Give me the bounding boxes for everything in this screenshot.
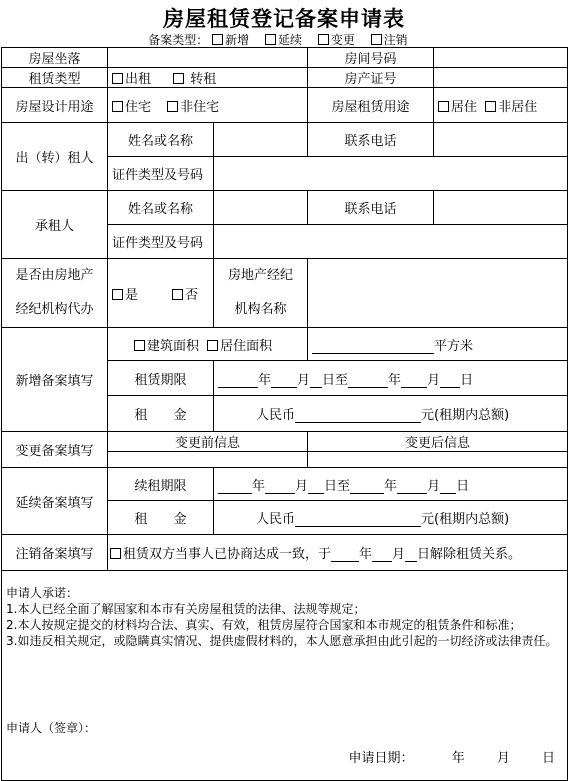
agency-name-field[interactable] — [308, 259, 568, 328]
lessee-phone-label: 联系电话 — [308, 191, 434, 225]
checkbox-residential[interactable] — [112, 101, 123, 112]
checkbox-living-area[interactable] — [207, 340, 218, 351]
record-type-label: 备案类型： — [148, 33, 209, 47]
lease-option-sublet[interactable]: 转租 — [173, 72, 216, 87]
rent-label: 租 金 — [108, 396, 214, 432]
agency-options — [108, 259, 214, 328]
record-type-renew[interactable]: 延续 — [265, 33, 302, 47]
lessor-id-field[interactable] — [214, 157, 568, 191]
area-unit: 平方米 — [434, 338, 474, 354]
checkbox-nonliving[interactable] — [485, 101, 496, 112]
lessor-phone-field[interactable] — [434, 123, 568, 157]
lessor-label: 出（转）租人 — [2, 123, 108, 191]
lessor-id-label: 证件类型及号码 — [108, 157, 214, 191]
agency-name-line1: 房地产经纪 — [228, 268, 294, 283]
checkbox-agency-yes[interactable] — [112, 289, 123, 300]
cert-no-label: 房产证号 — [308, 68, 434, 88]
lease-type-label: 租赁类型 — [2, 68, 108, 88]
checkbox-sublet[interactable] — [173, 73, 184, 84]
checkbox-rent[interactable] — [112, 73, 123, 84]
form-title: 房屋租赁登记备案申请表 — [163, 7, 405, 31]
rent-field[interactable]: 人民币 元(租期内总额) — [214, 396, 568, 432]
change-after-field[interactable] — [308, 452, 568, 468]
lessee-name-field[interactable] — [214, 191, 308, 225]
lease-use-options — [434, 88, 568, 123]
renew-period-field[interactable]: 年 月 日至 年 月 日 — [214, 468, 568, 501]
checkbox-renew[interactable] — [265, 34, 276, 45]
checkbox-building-area[interactable] — [134, 340, 145, 351]
lessee-phone-field[interactable] — [434, 191, 568, 225]
record-type-change[interactable]: 变更 — [318, 33, 355, 47]
commitment-item-2: 2.本人按规定提交的材料均合法、真实、有效，租赁房屋符合国家和本市规定的租赁条件和标准； — [6, 618, 522, 632]
record-type-row — [0, 31, 568, 48]
agency-question — [2, 259, 108, 328]
cert-no-field[interactable] — [434, 68, 568, 88]
checkbox-new[interactable] — [212, 34, 223, 45]
design-use-options — [108, 88, 308, 123]
area-option-living[interactable]: 居住面积 — [207, 339, 272, 354]
checkbox-agency-no[interactable] — [172, 289, 183, 300]
commitment-section — [2, 571, 568, 781]
agency-no[interactable]: 否 — [172, 288, 198, 303]
lessee-id-field[interactable] — [214, 225, 568, 259]
lessee-id-label: 证件类型及号码 — [108, 225, 214, 259]
agency-yes[interactable]: 是 — [112, 288, 138, 303]
renew-period-label: 续租期限 — [108, 468, 214, 501]
lease-use-label: 房屋租赁用途 — [308, 88, 434, 123]
area-options — [108, 328, 308, 361]
lessee-label: 承租人 — [2, 191, 108, 259]
application-date: 申请日期： 年 月 日 — [348, 751, 556, 766]
commitment-item-3: 3.如违反相关规定，或隐瞒真实情况、提供虚假材料的，本人愿意承担由此引起的一切经济或法律责任。 — [6, 634, 558, 648]
agency-name-label — [214, 259, 308, 328]
house-location-field[interactable] — [108, 48, 308, 68]
change-after-label: 变更后信息 — [308, 432, 568, 452]
lease-use-living[interactable]: 居住 — [438, 100, 477, 115]
lease-type-options — [108, 68, 308, 88]
record-type-cancel[interactable]: 注销 — [371, 33, 408, 47]
checkbox-change[interactable] — [318, 34, 329, 45]
checkbox-cancel[interactable] — [371, 34, 382, 45]
change-before-field[interactable] — [108, 452, 308, 468]
change-record-label: 变更备案填写 — [2, 432, 108, 468]
area-option-building[interactable]: 建筑面积 — [134, 339, 199, 354]
renew-record-label: 延续备案填写 — [2, 468, 108, 535]
signature-label: 申请人（签章）： — [6, 721, 97, 735]
change-before-label: 变更前信息 — [108, 432, 308, 452]
commitment-heading: 申请人承诺： — [6, 586, 79, 600]
lease-option-rent[interactable]: 出租 — [112, 72, 151, 87]
record-type-new[interactable]: 新增 — [212, 33, 249, 47]
lease-use-nonliving[interactable]: 非居住 — [485, 100, 537, 115]
new-record-label: 新增备案填写 — [2, 328, 108, 432]
area-blank[interactable] — [312, 340, 434, 354]
lessee-name-label: 姓名或名称 — [108, 191, 214, 225]
lessor-name-field[interactable] — [214, 123, 308, 157]
lease-period-label: 租赁期限 — [108, 361, 214, 396]
commitment-item-1: 1.本人已经全面了解国家和本市有关房屋租赁的法律、法规等规定； — [6, 602, 366, 616]
room-no-field[interactable] — [434, 48, 568, 68]
application-table — [1, 47, 568, 781]
agency-question-line2: 经纪机构代办 — [15, 302, 94, 317]
agency-name-line2: 机构名称 — [234, 302, 287, 317]
design-option-nonresidential[interactable]: 非住宅 — [167, 100, 219, 115]
lessor-phone-label: 联系电话 — [308, 123, 434, 157]
lease-period-field[interactable]: 年 月 日至 年 月 日 — [214, 361, 568, 396]
area-field[interactable] — [308, 328, 568, 361]
renew-rent-field[interactable]: 人民币 元(租期内总额) — [214, 501, 568, 535]
checkbox-nonresidential[interactable] — [167, 101, 178, 112]
room-no-label: 房间号码 — [308, 48, 434, 68]
design-option-residential[interactable]: 住宅 — [112, 100, 151, 115]
checkbox-cancel-lease[interactable] — [110, 548, 121, 559]
renew-rent-label: 租 金 — [108, 501, 214, 535]
agency-question-line1: 是否由房地产 — [15, 268, 94, 283]
design-use-label: 房屋设计用途 — [2, 88, 108, 123]
lessor-name-label: 姓名或名称 — [108, 123, 214, 157]
house-location-label: 房屋坐落 — [2, 48, 108, 68]
cancel-record-label: 注销备案填写 — [2, 535, 108, 571]
cancel-record-field[interactable]: 租赁双方当事人已协商达成一致，于 年 月 日解除租赁关系。 — [108, 535, 568, 571]
checkbox-living[interactable] — [438, 101, 449, 112]
